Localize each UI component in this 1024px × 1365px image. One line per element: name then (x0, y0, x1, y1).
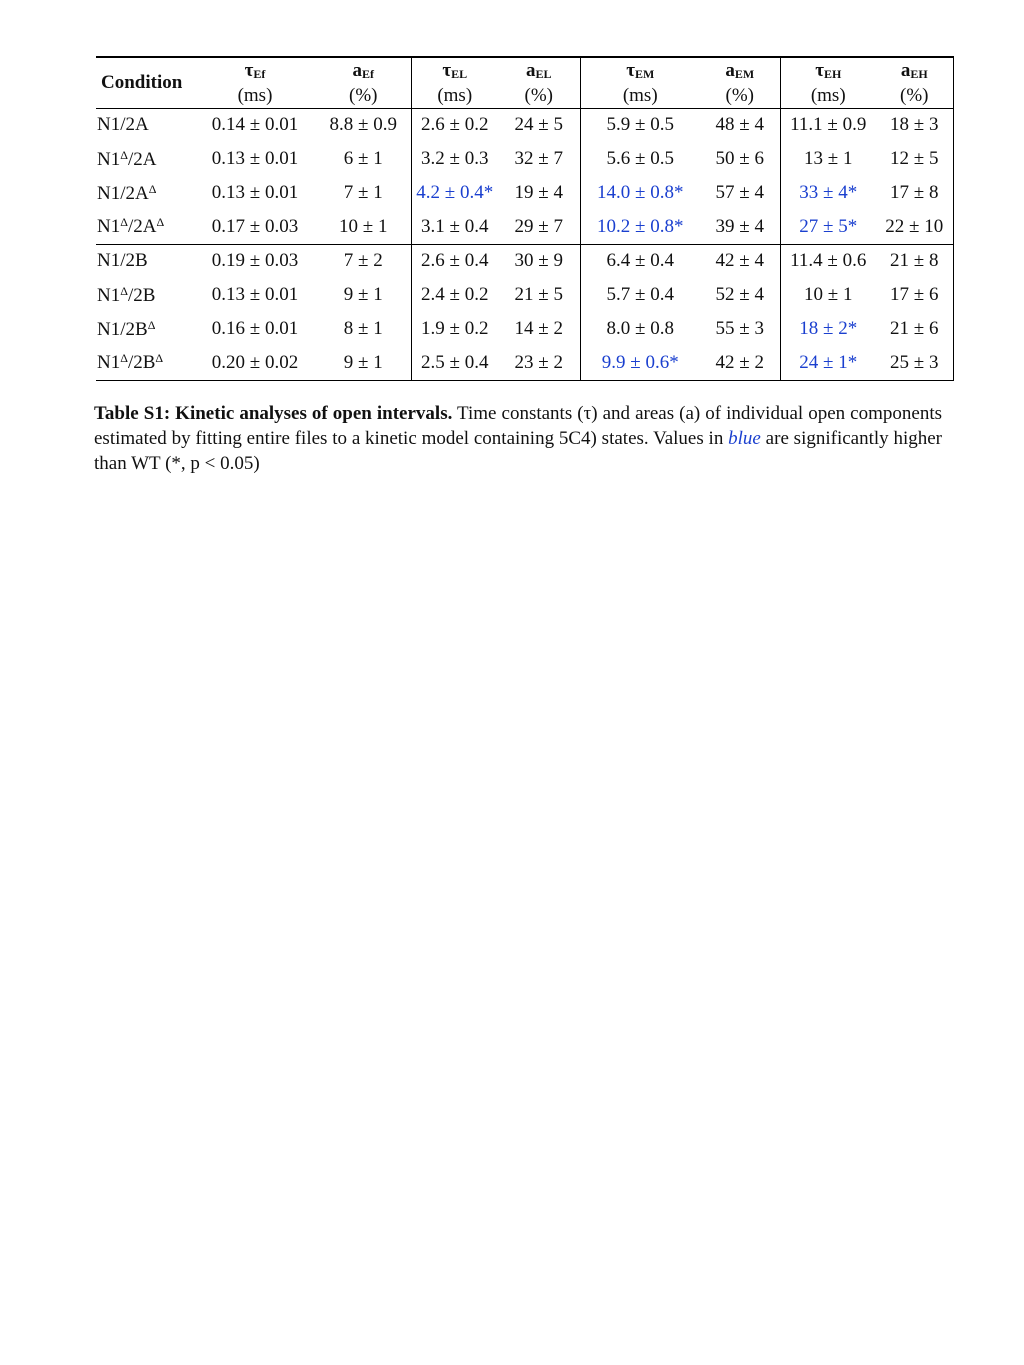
value-cell: 2.6 ± 0.2 (411, 108, 498, 142)
value-cell: 3.1 ± 0.4 (411, 210, 498, 244)
value-cell: 21 ± 6 (876, 312, 953, 346)
value-cell: 19 ± 4 (514, 182, 563, 203)
value-cell: 2.6 ± 0.4 (411, 244, 498, 278)
value-cell: 52 ± 4 (715, 284, 764, 305)
value-cell: 39 ± 4 (700, 210, 780, 244)
value-cell: 11.1 ± 0.9 (780, 108, 876, 142)
condition-cell: $N1^\Delta/2B^\Delta$ (96, 346, 194, 380)
value-cell: 8.8 ± 0.9 (329, 114, 397, 136)
condition-cell: $N1/2B^\Delta$ (97, 317, 156, 340)
value-cell: 25 ± 3 (876, 346, 953, 380)
table-row (96, 244, 953, 278)
value-cell: 23 ± 2 (498, 346, 580, 380)
value-cell: 17 ± 8 (876, 176, 953, 210)
table-row (96, 108, 953, 142)
col-header: aEM (%) (700, 57, 780, 108)
value-cell: 14.0 ± 0.8* (580, 176, 700, 210)
condition-cell: N1/2B (97, 250, 148, 272)
value-cell: 0.20 ± 0.02 (194, 346, 316, 380)
value-cell: 0.13 ± 0.01 (211, 148, 299, 169)
value-cell: 14 ± 2 (514, 318, 563, 339)
table-row (96, 346, 953, 380)
caption-text: Time constants (τ) and areas (a) of individual open components estimated by fitting entire files to a kinetic model containing 5C4) states. Values in (94, 403, 942, 449)
value-cell: 42 ± 2 (700, 346, 780, 380)
value-cell: 9 ± 1 (343, 284, 383, 305)
table-caption (94, 401, 942, 476)
value-cell: 17 ± 6 (876, 278, 953, 312)
caption-title: Table S1: Kinetic analyses of open intervals. (94, 403, 453, 424)
header-row (96, 57, 953, 108)
value-cell: 13 ± 1 (780, 142, 876, 176)
value-cell: 21 ± 8 (876, 244, 953, 278)
value-cell: 0.13 ± 0.01 (211, 284, 299, 305)
value-cell: 1.9 ± 0.2 (411, 312, 498, 346)
kinetics-table (96, 56, 954, 381)
value-cell: 3.2 ± 0.3 (411, 142, 498, 176)
col-header: τEM (ms) (580, 57, 700, 108)
table-body (96, 108, 953, 380)
value-cell: 10 ± 1 (316, 210, 411, 244)
value-cell: 4.2 ± 0.4* (411, 176, 498, 210)
condition-cell: $N1^\Delta/2A^\Delta$ (96, 210, 194, 244)
value-cell: 24 ± 1* (780, 346, 876, 380)
value-cell: 48 ± 4 (715, 114, 764, 136)
col-header: τEH (ms) (780, 57, 876, 108)
value-cell: 30 ± 9 (514, 250, 563, 272)
col-header: aEH (%) (876, 57, 953, 108)
value-cell: 55 ± 3 (715, 318, 764, 339)
value-cell: 0.13 ± 0.01 (211, 182, 299, 203)
value-cell: 5.9 ± 0.5 (580, 108, 700, 142)
value-cell: 12 ± 5 (876, 142, 953, 176)
value-cell: 10.2 ± 0.8* (580, 210, 700, 244)
value-cell: 24 ± 5 (514, 114, 563, 136)
value-cell: 8.0 ± 0.8 (580, 312, 700, 346)
value-cell: 7 ± 1 (343, 182, 383, 203)
value-cell: 2.5 ± 0.4 (411, 346, 498, 380)
value-cell: 21 ± 5 (514, 284, 563, 305)
value-cell: 50 ± 6 (715, 148, 764, 169)
condition-cell: $N1^\Delta/2B$ (97, 283, 156, 306)
value-cell: 22 ± 10 (876, 210, 953, 244)
value-cell: 33 ± 4* (780, 176, 876, 210)
value-cell: 27 ± 5* (780, 210, 876, 244)
value-cell: 29 ± 7 (498, 210, 580, 244)
value-cell: 8 ± 1 (343, 318, 383, 339)
table-row (96, 210, 953, 244)
table-row (96, 142, 953, 176)
value-cell: 32 ± 7 (514, 148, 563, 169)
value-cell: 0.19 ± 0.03 (211, 250, 299, 272)
table-row (96, 312, 953, 346)
value-cell: 5.7 ± 0.4 (580, 278, 700, 312)
value-cell: 7 ± 2 (343, 250, 383, 272)
value-cell: 6 ± 1 (343, 148, 383, 169)
value-cell: 6.4 ± 0.4 (580, 244, 700, 278)
col-header: τEf (ms) (194, 57, 316, 108)
condition-cell: $N1^\Delta/2A$ (97, 147, 157, 170)
caption-blue-word: blue (728, 428, 761, 449)
value-cell: 0.16 ± 0.01 (211, 318, 299, 339)
value-cell: 5.6 ± 0.5 (580, 142, 700, 176)
value-cell: 0.14 ± 0.01 (211, 114, 299, 136)
value-cell: 18 ± 3 (876, 108, 953, 142)
value-cell: 10 ± 1 (780, 278, 876, 312)
col-header: τEL (ms) (411, 57, 498, 108)
condition-header: Condition (96, 57, 194, 108)
value-cell: 9 ± 1 (316, 346, 411, 380)
condition-cell: N1/2A (97, 114, 149, 136)
value-cell: 57 ± 4 (715, 182, 764, 203)
col-header: aEf (%) (316, 57, 411, 108)
col-header: aEL (%) (498, 57, 580, 108)
caption-tail: are significantly higher than WT (*, p < 0.05) (94, 428, 943, 474)
value-cell: 0.17 ± 0.03 (194, 210, 316, 244)
value-cell: 9.9 ± 0.6* (580, 346, 700, 380)
table-row (96, 278, 953, 312)
value-cell: 18 ± 2* (780, 312, 876, 346)
table-row (96, 176, 953, 210)
condition-cell: $N1/2A^\Delta$ (97, 181, 157, 204)
value-cell: 42 ± 4 (715, 250, 764, 272)
value-cell: 11.4 ± 0.6 (780, 244, 876, 278)
value-cell: 2.4 ± 0.2 (411, 278, 498, 312)
